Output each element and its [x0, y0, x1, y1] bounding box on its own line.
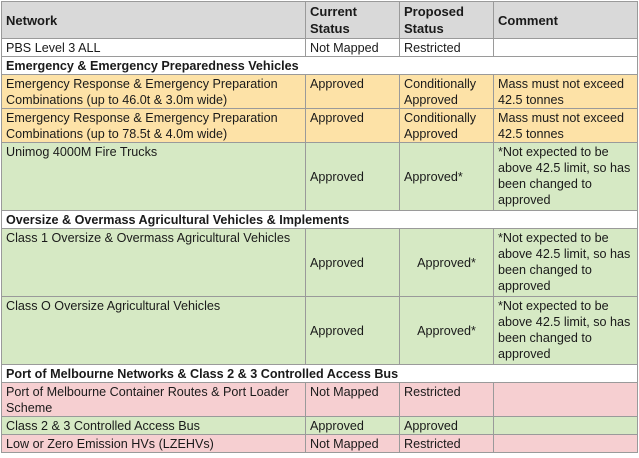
comment-cell: Mass must not exceed 42.5 tonnes — [494, 109, 638, 143]
network-cell: Class 2 & 3 Controlled Access Bus — [2, 417, 306, 435]
network-status-table — [1, 1, 638, 453]
current-status-cell: Approved — [306, 109, 400, 143]
current-status-cell: Not Mapped — [306, 435, 400, 453]
proposed-status-cell: Approved* — [400, 297, 494, 365]
comment-cell: *Not expected to be above 42.5 limit, so has been changed to approved — [494, 143, 638, 211]
network-cell: Class 1 Oversize & Overmass Agricultural Vehicles — [2, 229, 306, 297]
comment-cell — [494, 383, 638, 417]
comment-cell: *Not expected to be above 42.5 limit, so has been changed to approved — [494, 297, 638, 365]
network-cell: Emergency Response & Emergency Preparation Combinations (up to 46.0t & 3.0m wide) — [2, 75, 306, 109]
section-row — [2, 365, 638, 383]
table-row — [2, 297, 638, 365]
network-cell: Low or Zero Emission HVs (LZEHVs) — [2, 435, 306, 453]
current-status-cell: Not Mapped — [306, 383, 400, 417]
table-row — [2, 229, 638, 297]
comment-cell: Mass must not exceed 42.5 tonnes — [494, 75, 638, 109]
current-status-cell: Not Mapped — [306, 39, 400, 57]
table-row — [2, 435, 638, 453]
proposed-status-cell: Restricted — [400, 435, 494, 453]
section-row — [2, 57, 638, 75]
section-title: Emergency & Emergency Preparedness Vehicles — [2, 57, 638, 75]
table-row — [2, 383, 638, 417]
table-row — [2, 417, 638, 435]
header-comment: Comment — [494, 2, 638, 39]
network-cell: Class O Oversize Agricultural Vehicles — [2, 297, 306, 365]
current-status-cell: Approved — [306, 75, 400, 109]
proposed-status-cell: Conditionally Approved — [400, 109, 494, 143]
section-title: Port of Melbourne Networks & Class 2 & 3 Controlled Access Bus — [2, 365, 638, 383]
header-current-status: Current Status — [306, 2, 400, 39]
proposed-status-cell: Approved* — [400, 229, 494, 297]
proposed-status-cell: Restricted — [400, 39, 494, 57]
current-status-cell: Approved — [306, 417, 400, 435]
comment-cell: *Not expected to be above 42.5 limit, so has been changed to approved — [494, 229, 638, 297]
network-cell: Unimog 4000M Fire Trucks — [2, 143, 306, 211]
proposed-status-cell: Approved* — [400, 143, 494, 211]
header-proposed-status: Proposed Status — [400, 2, 494, 39]
current-status-cell: Approved — [306, 297, 400, 365]
table-row — [2, 143, 638, 211]
section-title: Oversize & Overmass Agricultural Vehicles & Implements — [2, 211, 638, 229]
comment-cell — [494, 39, 638, 57]
comment-cell — [494, 417, 638, 435]
network-cell: Emergency Response & Emergency Preparation Combinations (up to 78.5t & 4.0m wide) — [2, 109, 306, 143]
current-status-cell: Approved — [306, 229, 400, 297]
header-network: Network — [2, 2, 306, 39]
current-status-cell: Approved — [306, 143, 400, 211]
proposed-status-cell: Approved — [400, 417, 494, 435]
header-row — [2, 2, 638, 39]
proposed-status-cell: Conditionally Approved — [400, 75, 494, 109]
network-cell: PBS Level 3 ALL — [2, 39, 306, 57]
table-row — [2, 109, 638, 143]
network-cell: Port of Melbourne Container Routes & Port Loader Scheme — [2, 383, 306, 417]
comment-cell — [494, 435, 638, 453]
table-row — [2, 75, 638, 109]
section-row — [2, 211, 638, 229]
proposed-status-cell: Restricted — [400, 383, 494, 417]
table-row — [2, 39, 638, 57]
